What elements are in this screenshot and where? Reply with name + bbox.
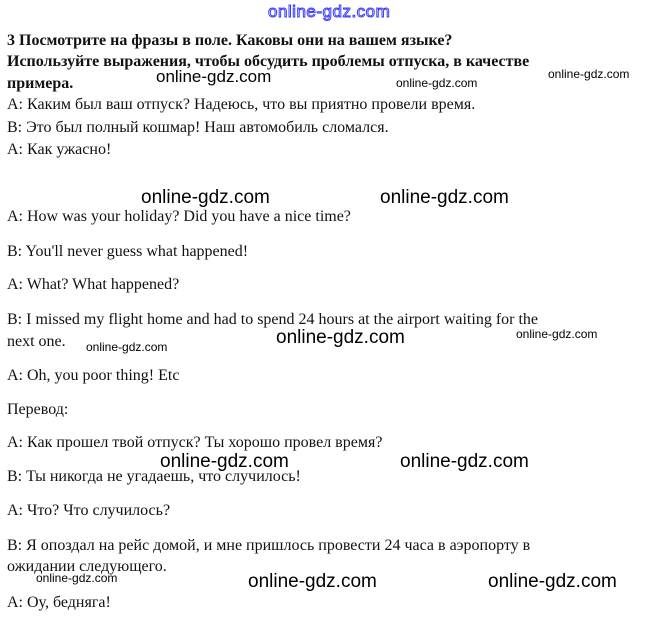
example-line-1: A: Каким был ваш отпуск? Надеюсь, что вы приятно провели время. (7, 96, 476, 113)
watermark-label: online-gdz.com (276, 327, 405, 348)
watermark-label: online-gdz.com (86, 340, 168, 354)
dialogue-ru-line-2: B: Ты никогда не угадаешь, что случилось! (7, 468, 301, 485)
dialogue-ru-line-4b: ожидании следующего. (7, 558, 167, 575)
dialogue-ru-line-1: A: Как прошел твой отпуск? Ты хорошо провел время? (7, 434, 383, 451)
task-heading-line-1: 3 Посмотрите на фразы в поле. Каковы они на вашем языке? (7, 32, 453, 49)
translation-heading: Перевод: (7, 401, 69, 418)
dialogue-ru-line-5: A: Оу, бедняга! (7, 594, 111, 611)
dialogue-en-line-5: A: Oh, you poor thing! Etc (7, 367, 180, 384)
watermark-label: online-gdz.com (248, 571, 377, 592)
watermark-top: online-gdz.com (268, 2, 391, 21)
watermark-label: online-gdz.com (156, 67, 272, 86)
dialogue-ru-line-3: A: Что? Что случилось? (7, 502, 171, 519)
dialogue-en-line-2: B: You'll never guess what happened! (7, 243, 249, 260)
watermark-label: online-gdz.com (36, 571, 118, 585)
dialogue-ru-line-4a: B: Я опоздал на рейс домой, и мне пришлось провести 24 часа в аэропорту в (7, 537, 531, 554)
watermark-label: online-gdz.com (488, 571, 617, 592)
watermark-label: online-gdz.com (516, 327, 598, 341)
watermark-label: online-gdz.com (548, 67, 630, 81)
watermark-label: online-gdz.com (141, 187, 270, 208)
watermark-label: online-gdz.com (400, 451, 529, 472)
example-line-3: A: Как ужасно! (7, 141, 112, 158)
dialogue-en-line-4b: next one. (7, 333, 66, 350)
watermark-label: online-gdz.com (396, 76, 478, 90)
example-line-2: B: Это был полный кошмар! Наш автомобиль сломался. (7, 119, 389, 136)
task-heading-line-3: примера. (7, 75, 74, 92)
dialogue-en-line-4a: B: I missed my flight home and had to spend 24 hours at the airport waiting for the (7, 311, 539, 328)
dialogue-en-line-3: A: What? What happened? (7, 276, 180, 293)
dialogue-en-line-1: A: How was your holiday? Did you have a nice time? (7, 208, 351, 225)
watermark-label: online-gdz.com (160, 451, 289, 472)
watermark-label: online-gdz.com (380, 187, 509, 208)
task-heading-line-2: Используйте выражения, чтобы обсудить проблемы отпуска, в качестве (7, 53, 530, 70)
